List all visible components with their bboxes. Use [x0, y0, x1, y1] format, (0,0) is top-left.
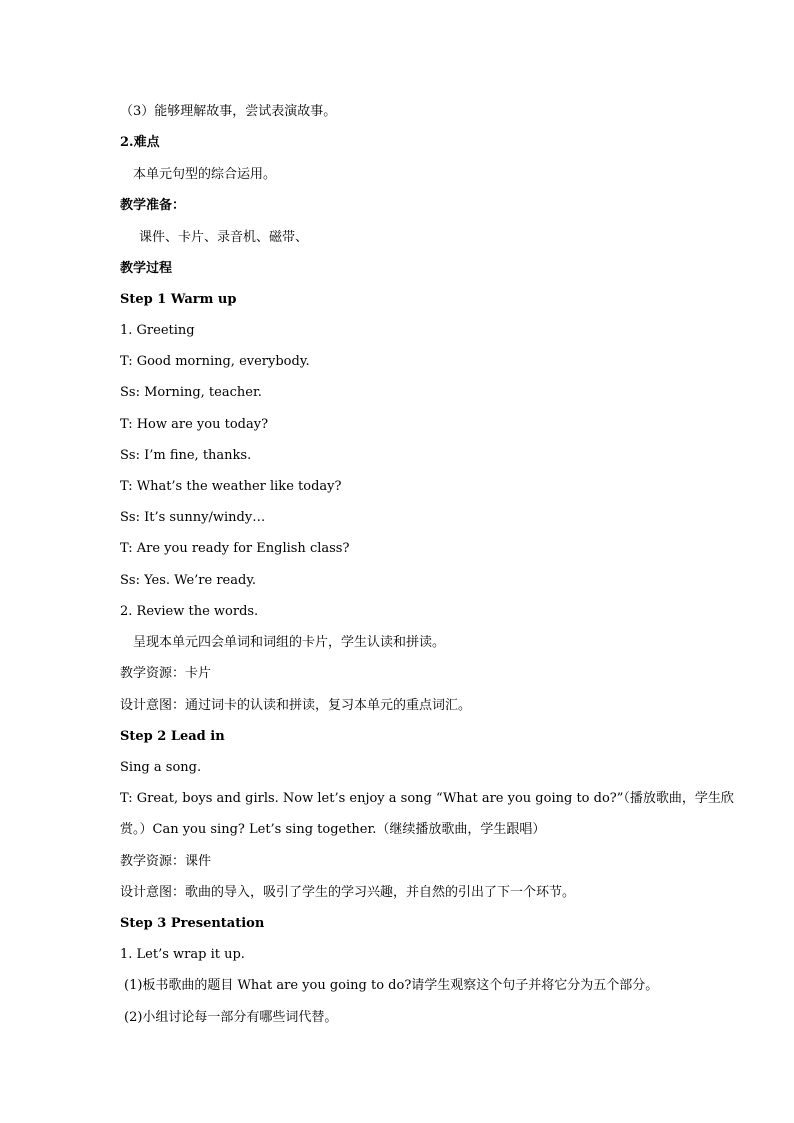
text-line: 教学资源：课件: [120, 854, 212, 869]
text-line: 2. Review the words.: [120, 604, 259, 619]
text-line: 设计意图：通过词卡的认读和拼读，复习本单元的重点词汇。: [120, 698, 472, 713]
dialogue-line: Ss: Yes. We’re ready.: [120, 573, 257, 588]
text-line: 1. Let’s wrap it up.: [120, 947, 245, 962]
text-line: Sing a song.: [120, 760, 202, 775]
text-line: 设计意图：歌曲的导入，吸引了学生的学习兴趣，并自然的引出了下一个环节。: [120, 885, 576, 900]
dialogue-line: Ss: It’s sunny/windy…: [120, 510, 266, 525]
dialogue-line: Ss: Morning, teacher.: [120, 385, 262, 400]
text-line: 呈现本单元四会单词和词组的卡片，学生认读和拼读。: [133, 635, 446, 650]
dialogue-line: 赏。）Can you sing? Let’s sing together.（继续播放歌曲，学生跟唱）: [120, 822, 546, 837]
step-heading: Step 3 Presentation: [120, 916, 265, 931]
dialogue-line: T: What’s the weather like today?: [120, 479, 342, 494]
section-heading: 2.难点: [120, 135, 160, 150]
text-line: 课件、卡片、录音机、磁带、: [139, 230, 309, 245]
dialogue-line: T: Great, boys and girls. Now let’s enjoy a song “What are you going to do?”（播放歌曲，学生欣: [120, 791, 734, 806]
text-line: 1. Greeting: [120, 323, 195, 338]
dialogue-line: Ss: I’m fine, thanks.: [120, 448, 252, 463]
text-line: (1)板书歌曲的题目 What are you going to do?请学生观察这个句子并将它分为五个部分。: [124, 978, 659, 993]
step-heading: Step 2 Lead in: [120, 729, 225, 744]
dialogue-line: T: Are you ready for English class?: [120, 541, 350, 556]
text-line: (2)小组讨论每一部分有哪些词代替。: [124, 1010, 338, 1025]
text-line: 本单元句型的综合运用。: [133, 167, 277, 182]
text-line: 教学资源：卡片: [120, 666, 212, 681]
section-heading: 教学准备：: [120, 198, 186, 213]
text-line: （3）能够理解故事，尝试表演故事。: [120, 104, 337, 119]
dialogue-line: T: How are you today?: [120, 417, 269, 432]
section-heading: 教学过程: [120, 261, 173, 276]
step-heading: Step 1 Warm up: [120, 292, 237, 307]
dialogue-line: T: Good morning, everybody.: [120, 354, 310, 369]
